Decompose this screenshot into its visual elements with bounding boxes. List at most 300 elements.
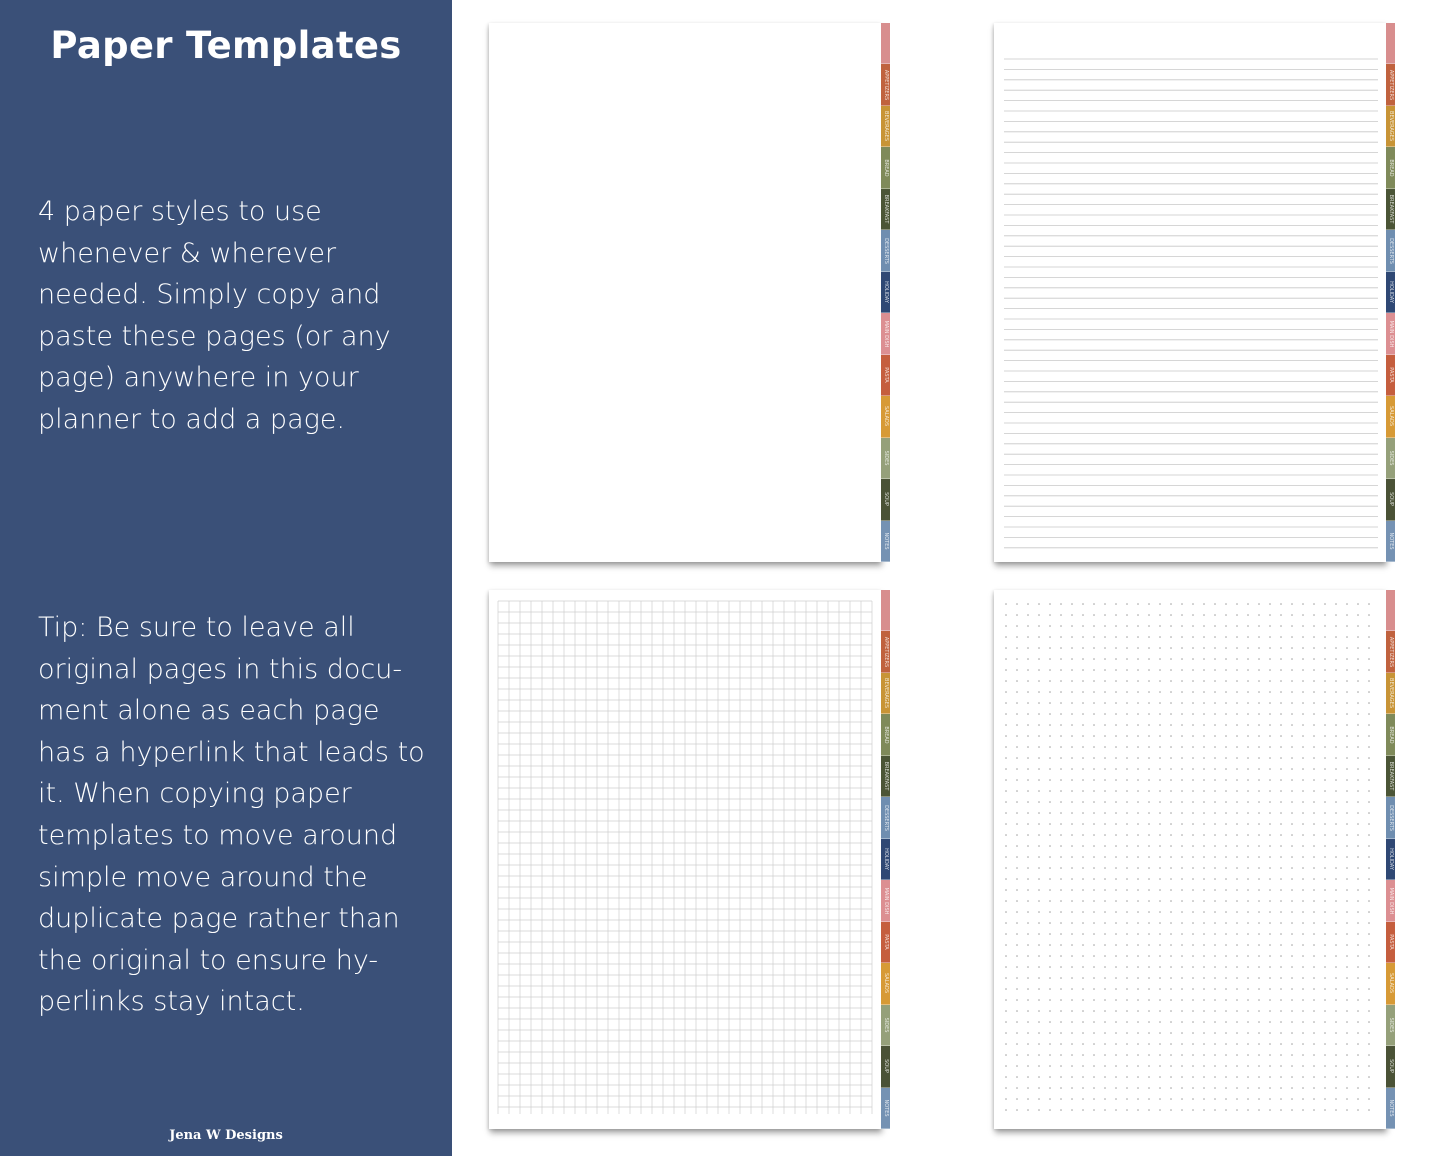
dot-mark <box>1005 647 1007 649</box>
dot-mark <box>1027 1109 1029 1111</box>
section-tab[interactable] <box>1386 631 1395 672</box>
dot-mark <box>1137 1087 1139 1089</box>
dot-mark <box>1060 878 1062 880</box>
dot-mark <box>1280 625 1282 627</box>
dot-mark <box>1280 900 1282 902</box>
dot-mark <box>1291 658 1293 660</box>
dot-mark <box>1258 746 1260 748</box>
dot-mark <box>1093 966 1095 968</box>
dot-mark <box>1280 669 1282 671</box>
dot-mark <box>1027 823 1029 825</box>
dot-mark <box>1181 625 1183 627</box>
dot-mark <box>1269 867 1271 869</box>
dot-mark <box>1258 1076 1260 1078</box>
dot-mark <box>1159 988 1161 990</box>
dot-mark <box>1225 746 1227 748</box>
dot-mark <box>1247 867 1249 869</box>
dot-mark <box>1214 1032 1216 1034</box>
dot-mark <box>1104 867 1106 869</box>
dot-mark <box>1280 922 1282 924</box>
dot-mark <box>1335 757 1337 759</box>
dot-mark <box>1027 713 1029 715</box>
dot-mark <box>1335 1054 1337 1056</box>
dot-mark <box>1016 1054 1018 1056</box>
dot-mark <box>1247 757 1249 759</box>
dot-mark <box>1346 713 1348 715</box>
dot-mark <box>1324 1010 1326 1012</box>
dot-mark <box>1247 713 1249 715</box>
section-tab[interactable] <box>1386 714 1395 755</box>
dot-mark <box>1302 636 1304 638</box>
dot-mark <box>1247 1076 1249 1078</box>
section-tab-label: BREAKFAST <box>1387 194 1394 224</box>
dot-mark <box>1236 977 1238 979</box>
section-tab[interactable] <box>881 230 890 271</box>
dot-mark <box>1313 1098 1315 1100</box>
dot-mark <box>1181 1098 1183 1100</box>
dot-mark <box>1346 944 1348 946</box>
dot-mark <box>1335 680 1337 682</box>
section-tab[interactable] <box>881 631 890 672</box>
dot-mark <box>1137 647 1139 649</box>
dot-mark <box>1104 702 1106 704</box>
dot-mark <box>1225 900 1227 902</box>
dot-mark <box>1159 625 1161 627</box>
section-tab[interactable] <box>881 479 890 520</box>
dot-mark <box>1005 1076 1007 1078</box>
dot-mark <box>1071 768 1073 770</box>
dot-mark <box>1291 977 1293 979</box>
dot-mark <box>1346 834 1348 836</box>
section-tab-label: HOLIDAY <box>882 848 889 870</box>
dot-mark <box>1060 977 1062 979</box>
dot-mark <box>1170 977 1172 979</box>
dot-mark <box>1005 691 1007 693</box>
dot-mark <box>1005 966 1007 968</box>
section-tab-label: BEVERAGES <box>1387 111 1394 142</box>
section-tab[interactable] <box>1386 230 1395 271</box>
dot-mark <box>1313 757 1315 759</box>
dot-mark <box>1104 614 1106 616</box>
dot-mark <box>1104 801 1106 803</box>
dot-mark <box>1269 724 1271 726</box>
section-tab[interactable] <box>1386 355 1395 396</box>
dot-mark <box>1071 889 1073 891</box>
paper-page-dot[interactable] <box>994 590 1394 1129</box>
dot-mark <box>1368 636 1370 638</box>
dot-mark <box>1258 900 1260 902</box>
dot-mark <box>1192 658 1194 660</box>
section-tab[interactable] <box>881 147 890 188</box>
section-tab[interactable] <box>881 797 890 838</box>
dot-mark <box>1247 680 1249 682</box>
dot-mark <box>1181 636 1183 638</box>
dot-mark <box>1148 966 1150 968</box>
dot-mark <box>1104 680 1106 682</box>
dot-mark <box>1269 691 1271 693</box>
dot-mark <box>1082 1043 1084 1045</box>
paper-page-grid[interactable] <box>489 590 889 1129</box>
dot-mark <box>1159 845 1161 847</box>
section-tab-label: APPETIZERS <box>882 636 889 667</box>
dot-mark <box>1093 691 1095 693</box>
dot-mark <box>1170 966 1172 968</box>
dot-mark <box>1038 691 1040 693</box>
dot-mark <box>1126 944 1128 946</box>
section-tab[interactable] <box>881 272 890 313</box>
dot-mark <box>1137 834 1139 836</box>
dot-mark <box>1258 713 1260 715</box>
dot-mark <box>1225 1076 1227 1078</box>
dot-mark <box>1016 1021 1018 1023</box>
dot-mark <box>1115 856 1117 858</box>
dot-mark <box>1346 1021 1348 1023</box>
dot-mark <box>1049 1109 1051 1111</box>
dot-mark <box>1159 1065 1161 1067</box>
section-tab[interactable] <box>881 673 890 714</box>
section-tab[interactable] <box>1386 189 1395 230</box>
dot-mark <box>1060 1021 1062 1023</box>
dot-mark <box>1236 944 1238 946</box>
dot-mark <box>1335 988 1337 990</box>
dot-mark <box>1357 801 1359 803</box>
dot-mark <box>1137 911 1139 913</box>
dot-mark <box>1302 1098 1304 1100</box>
section-tab[interactable] <box>1386 797 1395 838</box>
dot-mark <box>1346 812 1348 814</box>
section-tab[interactable] <box>881 64 890 105</box>
section-tab-label: BEVERAGES <box>882 678 889 709</box>
dot-mark <box>1258 944 1260 946</box>
section-tab[interactable] <box>1386 23 1395 64</box>
dot-mark <box>1027 603 1029 605</box>
dot-mark <box>1203 614 1205 616</box>
dot-mark <box>1247 1098 1249 1100</box>
section-tab[interactable] <box>881 1046 890 1087</box>
section-tab[interactable] <box>881 1088 890 1129</box>
dot-mark <box>1302 757 1304 759</box>
section-tab[interactable] <box>1386 438 1395 479</box>
dot-mark <box>1093 1054 1095 1056</box>
dot-mark <box>1324 988 1326 990</box>
section-tab[interactable] <box>1386 313 1395 354</box>
section-tab[interactable] <box>1386 1046 1395 1087</box>
dot-mark <box>1236 735 1238 737</box>
dot-mark <box>1214 636 1216 638</box>
dot-mark <box>1225 944 1227 946</box>
dot-mark <box>1005 658 1007 660</box>
paper-page-blank[interactable] <box>489 23 889 562</box>
dot-mark <box>1291 636 1293 638</box>
dot-mark <box>1093 878 1095 880</box>
dot-mark <box>1280 911 1282 913</box>
section-tab[interactable] <box>881 23 890 64</box>
dot-mark <box>1049 823 1051 825</box>
dot-mark <box>1038 999 1040 1001</box>
dot-mark <box>1181 944 1183 946</box>
dot-mark <box>1093 1109 1095 1111</box>
dot-mark <box>1236 911 1238 913</box>
section-tab[interactable] <box>1386 521 1395 562</box>
section-tab[interactable] <box>881 1005 890 1046</box>
dot-mark <box>1115 702 1117 704</box>
dot-mark <box>1137 988 1139 990</box>
dot-mark <box>1005 768 1007 770</box>
section-tab[interactable] <box>1386 590 1395 631</box>
dot-mark <box>1313 823 1315 825</box>
dot-mark <box>1082 636 1084 638</box>
dot-mark <box>1137 1021 1139 1023</box>
dot-mark <box>1236 713 1238 715</box>
section-tab[interactable] <box>881 922 890 963</box>
dot-mark <box>1203 1021 1205 1023</box>
section-tab[interactable] <box>1386 64 1395 105</box>
section-tab[interactable] <box>1386 839 1395 880</box>
dot-mark <box>1181 614 1183 616</box>
dot-mark <box>1291 790 1293 792</box>
dot-mark <box>1005 856 1007 858</box>
dot-mark <box>1225 1065 1227 1067</box>
dot-mark <box>1071 1087 1073 1089</box>
dot-mark <box>1324 658 1326 660</box>
section-tab[interactable] <box>1386 479 1395 520</box>
dot-mark <box>1071 823 1073 825</box>
dot-mark <box>1214 713 1216 715</box>
dot-mark <box>1357 834 1359 836</box>
dot-mark <box>1269 944 1271 946</box>
dot-mark <box>1214 1076 1216 1078</box>
dot-mark <box>1159 647 1161 649</box>
dot-mark <box>1159 823 1161 825</box>
dot-mark <box>1016 691 1018 693</box>
dot-mark <box>1137 812 1139 814</box>
section-tab[interactable] <box>1386 147 1395 188</box>
dot-mark <box>1247 1109 1249 1111</box>
dot-mark <box>1148 955 1150 957</box>
dot-mark <box>1027 658 1029 660</box>
dot-mark <box>1258 845 1260 847</box>
dot-mark <box>1357 999 1359 1001</box>
dot-mark <box>1258 999 1260 1001</box>
dot-mark <box>1203 702 1205 704</box>
dot-mark <box>1236 746 1238 748</box>
dot-mark <box>1357 691 1359 693</box>
section-tab[interactable] <box>881 590 890 631</box>
section-tab[interactable] <box>881 756 890 797</box>
dot-mark <box>1236 1087 1238 1089</box>
section-tab[interactable] <box>881 396 890 437</box>
section-tab[interactable] <box>881 355 890 396</box>
dot-mark <box>1225 713 1227 715</box>
dot-mark <box>1082 812 1084 814</box>
dot-mark <box>1346 658 1348 660</box>
dot-mark <box>1038 680 1040 682</box>
dot-mark <box>1005 1065 1007 1067</box>
dot-mark <box>1225 757 1227 759</box>
dot-mark <box>1082 680 1084 682</box>
dot-mark <box>1071 1098 1073 1100</box>
dot-mark <box>1027 977 1029 979</box>
dot-mark <box>1093 1021 1095 1023</box>
dot-mark <box>1005 988 1007 990</box>
dot-mark <box>1038 702 1040 704</box>
dot-mark <box>1313 724 1315 726</box>
dot-mark <box>1269 746 1271 748</box>
section-tab[interactable] <box>881 714 890 755</box>
dot-mark <box>1005 669 1007 671</box>
dot-mark <box>1038 988 1040 990</box>
dot-mark <box>1115 779 1117 781</box>
dot-mark <box>1060 834 1062 836</box>
dot-mark <box>1115 625 1117 627</box>
dot-mark <box>1159 757 1161 759</box>
dot-mark <box>1302 1032 1304 1034</box>
dot-mark <box>1258 680 1260 682</box>
dot-mark <box>1225 867 1227 869</box>
dot-mark <box>1071 735 1073 737</box>
dot-mark <box>1082 691 1084 693</box>
dot-mark <box>1016 1010 1018 1012</box>
dot-mark <box>1038 922 1040 924</box>
section-tab[interactable] <box>1386 963 1395 1004</box>
dot-mark <box>1302 1087 1304 1089</box>
dot-mark <box>1071 647 1073 649</box>
section-tab[interactable] <box>1386 272 1395 313</box>
dot-mark <box>1247 922 1249 924</box>
dot-mark <box>1335 735 1337 737</box>
section-tab[interactable] <box>1386 1005 1395 1046</box>
dot-mark <box>1357 669 1359 671</box>
dot-mark <box>1368 757 1370 759</box>
dot-mark <box>1115 768 1117 770</box>
dot-mark <box>1060 713 1062 715</box>
section-tab-label: NOTES <box>882 532 889 550</box>
dot-mark <box>1126 669 1128 671</box>
dot-mark <box>1258 933 1260 935</box>
dot-mark <box>1071 1054 1073 1056</box>
section-tab[interactable] <box>881 880 890 921</box>
dot-mark <box>1027 790 1029 792</box>
dot-mark <box>1247 889 1249 891</box>
dot-mark <box>1225 812 1227 814</box>
dot-mark <box>1324 955 1326 957</box>
dot-mark <box>1368 999 1370 1001</box>
dot-mark <box>1148 1098 1150 1100</box>
dot-mark <box>1104 636 1106 638</box>
dot-mark <box>1115 636 1117 638</box>
section-tab[interactable] <box>881 313 890 354</box>
dot-mark <box>1225 658 1227 660</box>
dot-mark <box>1280 1087 1282 1089</box>
dot-mark <box>1269 680 1271 682</box>
section-tab[interactable] <box>881 438 890 479</box>
dot-mark <box>1104 1043 1106 1045</box>
dot-mark <box>1368 691 1370 693</box>
section-tab[interactable] <box>1386 673 1395 714</box>
dot-mark <box>1060 944 1062 946</box>
dot-mark <box>1082 999 1084 1001</box>
dot-mark <box>1236 669 1238 671</box>
dot-mark <box>1313 1032 1315 1034</box>
dot-mark <box>1104 812 1106 814</box>
dot-mark <box>1192 889 1194 891</box>
dot-mark <box>1137 867 1139 869</box>
dot-mark <box>1060 757 1062 759</box>
dot-mark <box>1170 1043 1172 1045</box>
dot-mark <box>1192 801 1194 803</box>
section-tab[interactable] <box>881 521 890 562</box>
dot-mark <box>1324 856 1326 858</box>
dot-mark <box>1082 625 1084 627</box>
dot-mark <box>1148 669 1150 671</box>
dot-mark <box>1247 614 1249 616</box>
dot-mark <box>1203 724 1205 726</box>
dot-mark <box>1269 911 1271 913</box>
section-tab[interactable] <box>1386 922 1395 963</box>
dot-mark <box>1236 680 1238 682</box>
dot-mark <box>1280 757 1282 759</box>
dot-mark <box>1302 812 1304 814</box>
dot-mark <box>1115 999 1117 1001</box>
section-tab[interactable] <box>1386 1088 1395 1129</box>
section-tab[interactable] <box>881 839 890 880</box>
dot-mark <box>1236 1109 1238 1111</box>
dot-mark <box>1280 801 1282 803</box>
dot-mark <box>1192 823 1194 825</box>
dot-mark <box>1082 977 1084 979</box>
dot-mark <box>1324 944 1326 946</box>
dot-mark <box>1126 779 1128 781</box>
paper-pattern <box>994 23 1386 562</box>
dot-mark <box>1181 1065 1183 1067</box>
dot-mark <box>1093 999 1095 1001</box>
section-tab[interactable] <box>1386 880 1395 921</box>
dot-mark <box>1093 757 1095 759</box>
dot-mark <box>1082 966 1084 968</box>
section-tab[interactable] <box>881 189 890 230</box>
dot-mark <box>1280 647 1282 649</box>
section-tab[interactable] <box>1386 106 1395 147</box>
dot-mark <box>1148 889 1150 891</box>
dot-mark <box>1291 834 1293 836</box>
dot-mark <box>1346 1065 1348 1067</box>
dot-mark <box>1368 944 1370 946</box>
dot-mark <box>1368 1098 1370 1100</box>
dot-mark <box>1016 768 1018 770</box>
dot-mark <box>1005 944 1007 946</box>
paper-page-lined[interactable] <box>994 23 1394 562</box>
dot-mark <box>1126 867 1128 869</box>
dot-mark <box>1335 834 1337 836</box>
section-tab[interactable] <box>881 963 890 1004</box>
dot-mark <box>1291 1076 1293 1078</box>
dot-mark <box>1038 801 1040 803</box>
dot-mark <box>1258 801 1260 803</box>
dot-mark <box>1049 1032 1051 1034</box>
dot-mark <box>1357 603 1359 605</box>
dot-mark <box>1005 845 1007 847</box>
dot-mark <box>1225 603 1227 605</box>
dot-mark <box>1038 779 1040 781</box>
dot-mark <box>1269 1010 1271 1012</box>
dot-mark <box>1192 812 1194 814</box>
section-tab[interactable] <box>1386 756 1395 797</box>
dot-mark <box>1192 1032 1194 1034</box>
dot-mark <box>1258 779 1260 781</box>
section-tab[interactable] <box>1386 396 1395 437</box>
section-tab[interactable] <box>881 106 890 147</box>
dot-mark <box>1104 735 1106 737</box>
